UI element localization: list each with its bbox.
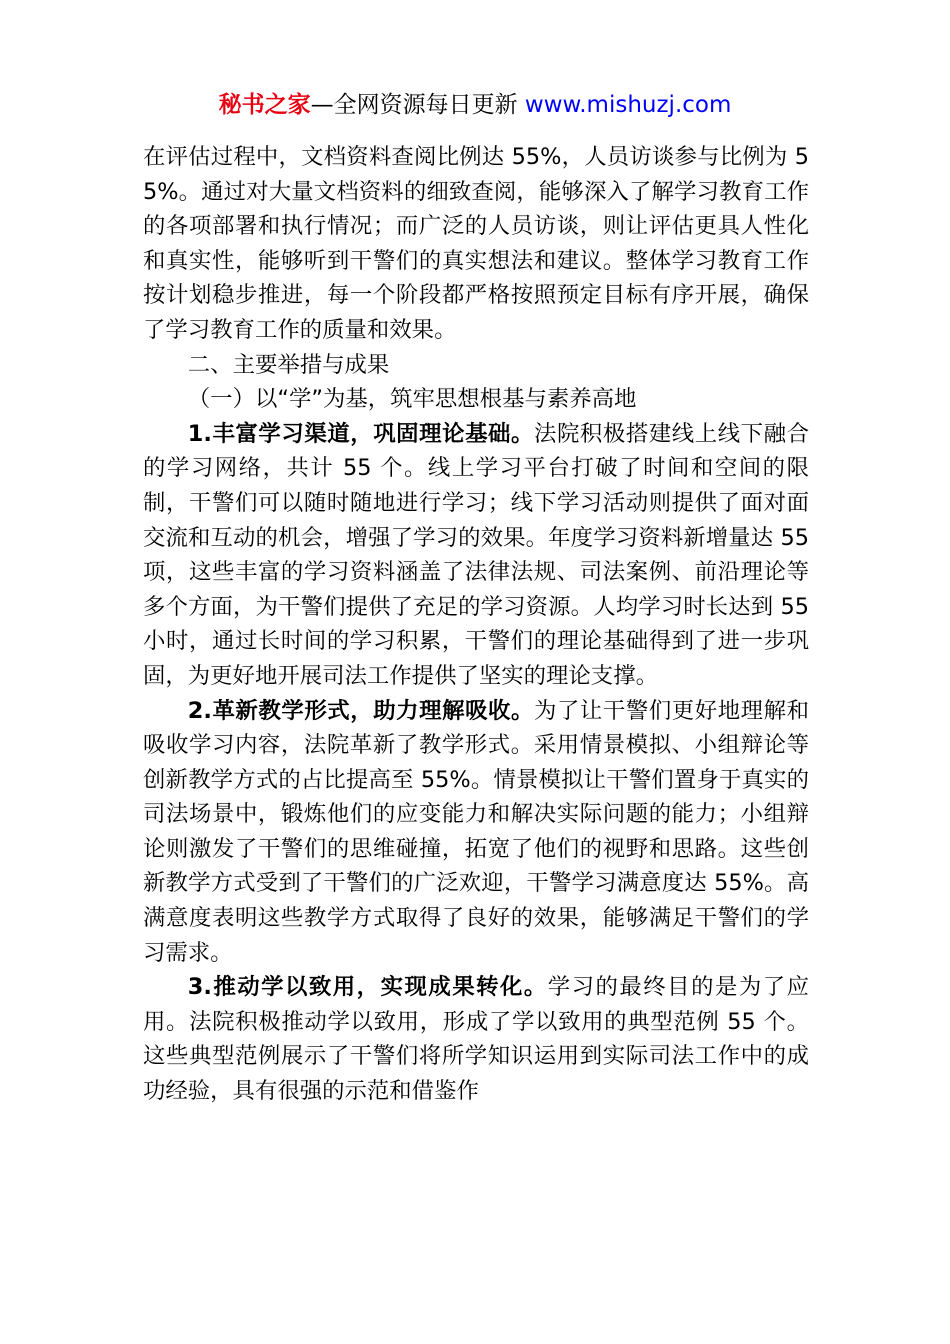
site-url[interactable]: www.mishuzj.com xyxy=(524,92,732,118)
item-1-lead: 1.丰富学习渠道，巩固理论基础。 xyxy=(187,420,534,447)
subsection-heading: （一）以“学”为基，筑牢思想根基与素养高地 xyxy=(187,386,637,413)
item-2-paragraph xyxy=(143,694,809,971)
item-1-text: 法院积极搭建线上线下融合的学习网络，共计 55 个。线上学习平台打破了时间和空间的限制，干警们可以随时随地进行学习；线下学习活动则提供了面对面交流和互动的机会，增强了学习的效果。年度学习资料新增量达 55 项，这些丰富的学习资料涵盖了法律法规、司法案例、前沿理论等多个方面，为干警们提供了充足的学习资源。人均学习时长达到 55 小时，通过长时间的学习积累，干警们的理论基础得到了进一步巩固，为更好地开展司法工作提供了坚实的理论支撑。 xyxy=(143,420,809,689)
brand-name: 秘书之家 xyxy=(218,92,311,118)
item-2-lead: 2.革新教学形式，助力理解吸收。 xyxy=(187,697,534,724)
header-tagline: —全网资源每日更新 xyxy=(310,92,525,118)
item-3-lead: 3.推动学以致用，实现成果转化。 xyxy=(187,974,548,1001)
intro-paragraph: 在评估过程中，文档资料查阅比例达 55%，人员访谈参与比例为 55%。通过对大量文档资料的细致查阅，能够深入了解学习教育工作的各项部署和执行情况；而广泛的人员访谈，则让评估更具人性化和真实性，能够听到干警们的真实想法和建议。整体学习教育工作按计划稳步推进，每一个阶段都严格按照预定目标有序开展，确保了学习教育工作的质量和效果。 xyxy=(143,144,809,343)
item-3-text: 学习的最终目的是为了应用。法院积极推动学以致用，形成了学以致用的典型范例 55 个。这些典型范例展示了干警们将所学知识运用到实际司法工作中的成功经验，具有很强的示范和借鉴作 xyxy=(143,974,809,1105)
item-3-paragraph xyxy=(143,970,809,1108)
item-1-paragraph xyxy=(143,417,809,694)
item-2-text: 为了让干警们更好地理解和吸收学习内容，法院革新了教学形式。采用情景模拟、小组辩论等创新教学方式的占比提高至 55%。情景模拟让干警们置身于真实的司法场景中，锻炼他们的应变能力和解决实际问题的能力；小组辩论则激发了干警们的思维碰撞，拓宽了他们的视野和思路。这些创新教学方式受到了干警们的广泛欢迎，干警学习满意度达 55%。高满意度表明这些教学方式取得了良好的效果，能够满足干警们的学习需求。 xyxy=(143,697,809,966)
document-body xyxy=(143,140,809,1109)
section-heading: 二、主要举措与成果 xyxy=(187,351,390,378)
page-header xyxy=(0,88,950,122)
